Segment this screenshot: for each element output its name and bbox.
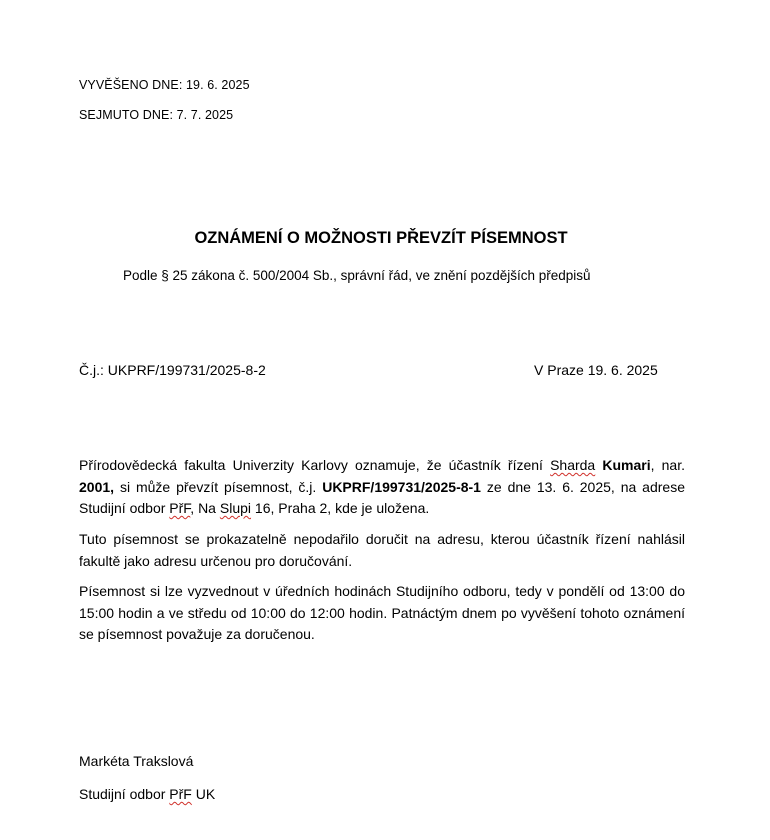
signer-name: Markéta Trakslová	[79, 753, 194, 769]
dept-prf-abbrev: PřF	[169, 786, 192, 802]
reference-number: Č.j.: UKPRF/199731/2025-8-2	[79, 362, 266, 378]
p1-text-6: 16, Praha 2, kde je uložena.	[251, 500, 430, 516]
dept-suffix: UK	[191, 786, 216, 802]
recipient-first-name: Sharda	[550, 457, 596, 473]
recipient-birth-year: 2001,	[79, 478, 115, 495]
pickup-hours-paragraph: Písemnost si lze vyzvednout v úředních hodinách Studijního odboru, tedy v pondělí od 13:00 do 15:00 hodin a ve středu od 10:00 do 12:00 hodin. Patnáctým dnem po vyvěšení tohoto oznámení se písemnost považuje za doručenou.	[79, 583, 685, 642]
recipient-last-name: Kumari	[602, 457, 651, 473]
prf-abbrev: PřF	[169, 500, 191, 516]
p1-text-4: ze dne 13. 6. 2025, na adrese Studijní odbor	[79, 478, 685, 516]
legal-basis-subtitle: Podle § 25 zákona č. 500/2004 Sb., správní řád, ve znění pozdějších předpisů	[123, 268, 591, 283]
document-title: OZNÁMENÍ O MOŽNOSTI PŘEVZÍT PÍSEMNOST	[194, 229, 568, 247]
dept-prefix: Studijní odbor	[79, 786, 170, 802]
street-name: Slupi	[219, 500, 252, 516]
p1-text-5: , Na	[190, 500, 220, 516]
p1-text-2: , nar.	[650, 457, 685, 473]
document-reference: UKPRF/199731/2025-8-1	[322, 478, 481, 495]
signer-department	[79, 786, 215, 802]
delivery-failure-paragraph: Tuto písemnost se prokazatelně nepodařilo doručit na adresu, kterou účastník řízení nahlásil fakultě jako adresu určenou pro doručování.	[79, 531, 685, 569]
p1-text-1: Přírodovědecká fakulta Univerzity Karlovy oznamuje, že účastník řízení	[79, 457, 551, 473]
notice-paragraph	[79, 455, 685, 520]
posted-date: VYVĚŠENO DNE: 19. 6. 2025	[79, 78, 250, 92]
p1-text-3: si může převzít písemnost, č.j.	[114, 478, 323, 495]
place-and-date: V Praze 19. 6. 2025	[534, 362, 658, 378]
removed-date: SEJMUTO DNE: 7. 7. 2025	[79, 108, 234, 122]
